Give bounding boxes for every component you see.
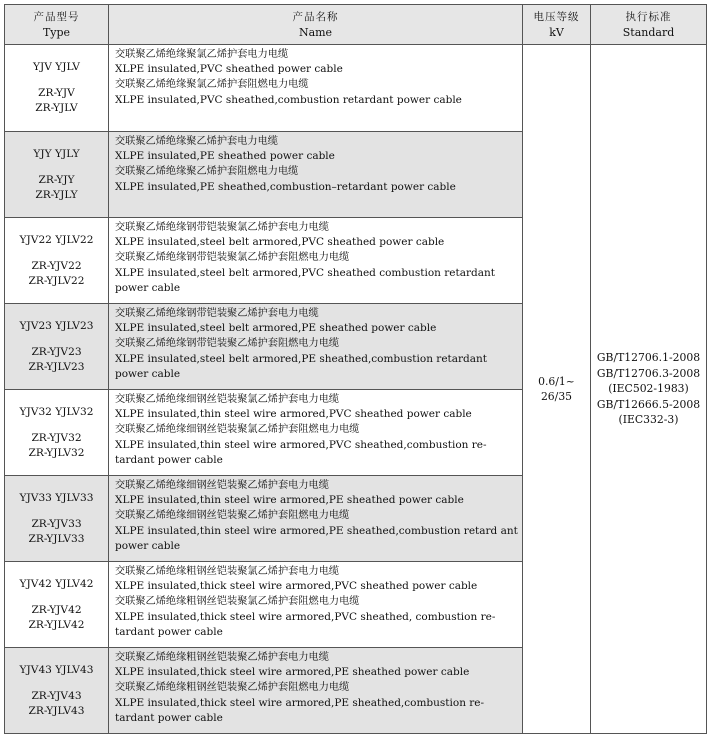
zr-name-cn: 交联聚乙烯绝缘钢带铠装聚乙烯护套阻燃电力电缆 <box>115 338 340 350</box>
header-type-en: Type <box>42 25 71 39</box>
zr-name-en: XLPE insulated,thick steel wire armored,PE sheathed,combustion re-tardant power cable <box>115 696 485 724</box>
standard-line: (IEC332-3) <box>618 413 679 427</box>
type-cell <box>5 562 109 648</box>
type-cell <box>5 648 109 734</box>
zr-name-en: XLPE insulated,PVC sheathed,combustion retardant power cable <box>115 93 462 106</box>
type-zr-code: ZR-YJLV32 <box>28 446 85 459</box>
zr-name-cn: 交联聚乙烯绝缘细钢丝铠装聚氯乙烯护套阻燃电力电缆 <box>115 424 360 436</box>
header-voltage-cn: 电压等级 <box>533 10 580 23</box>
standard-line: (IEC502-1983) <box>608 382 689 396</box>
type-zr-code: ZR-YJLV33 <box>28 532 85 545</box>
header-type-cn: 产品型号 <box>33 10 80 23</box>
type-code: YJV43 YJLV43 <box>19 663 94 676</box>
table-header-row <box>5 5 707 45</box>
name-cell <box>109 45 523 132</box>
type-cell <box>5 476 109 562</box>
voltage-cell <box>523 45 591 734</box>
name-cn: 交联聚乙烯绝缘粗钢丝铠装聚氯乙烯护套电力电缆 <box>115 566 340 577</box>
header-voltage <box>523 5 591 45</box>
name-cell <box>109 304 523 390</box>
type-code: YJV32 YJLV32 <box>19 405 94 418</box>
type-zr-code: ZR-YJV32 <box>31 431 82 444</box>
standard-line: GB/T12706.3-2008 <box>596 366 701 380</box>
zr-name-en: XLPE insulated,thin steel wire armored,PVC sheathed,combustion re-tardant power cable <box>115 438 487 466</box>
type-code: YJV YJLV <box>33 61 80 73</box>
zr-name-en: XLPE insulated,steel belt armored,PE sheathed,combustion retardant power cable <box>115 352 488 380</box>
name-cn: 交联聚乙烯绝缘钢带铠装聚乙烯护套电力电缆 <box>115 308 319 319</box>
name-en: XLPE insulated,thick steel wire armored,PE sheathed power cable <box>115 666 470 679</box>
type-cell <box>5 132 109 218</box>
type-code: YJY YJLY <box>33 147 80 160</box>
name-en: XLPE insulated,PVC sheathed power cable <box>115 63 343 76</box>
zr-name-en: XLPE insulated,PE sheathed,combustion–retardant power cable <box>115 180 456 193</box>
type-zr-code: ZR-YJV42 <box>31 603 82 616</box>
name-cn: 交联聚乙烯绝缘粗钢丝铠装聚乙烯护套电力电缆 <box>115 652 329 663</box>
type-code: YJV33 YJLV33 <box>19 491 94 504</box>
zr-name-cn: 交联聚乙烯绝缘细钢丝铠装聚乙烯护套阻燃电力电缆 <box>115 510 350 522</box>
header-name <box>109 5 523 45</box>
header-type <box>5 5 109 45</box>
type-cell <box>5 45 109 132</box>
voltage-line: 26/35 <box>540 390 573 403</box>
zr-name-en: XLPE insulated,steel belt armored,PVC sheathed combustion retardant power cable <box>115 266 495 294</box>
table-row <box>5 45 707 132</box>
zr-name-cn: 交联聚乙烯绝缘粗钢丝铠装聚乙烯护套阻燃电力电缆 <box>115 682 350 694</box>
standard-cell <box>591 45 707 734</box>
standard-line: GB/T12666.5-2008 <box>596 397 701 411</box>
name-cell <box>109 562 523 648</box>
name-en: XLPE insulated,thin steel wire armored,PE sheathed power cable <box>115 494 464 507</box>
zr-name-cn: 交联聚乙烯绝缘聚乙烯护套阻燃电力电缆 <box>115 166 299 178</box>
name-cell <box>109 476 523 562</box>
type-zr-code: ZR-YJV <box>38 87 75 99</box>
header-name-en: Name <box>298 25 333 39</box>
type-zr-code: ZR-YJLV43 <box>28 704 85 717</box>
voltage-line: 0.6/1~ <box>538 374 575 388</box>
zr-name-en: XLPE insulated,thin steel wire armored,PE sheathed,combustion retard ant power cable <box>115 524 518 552</box>
name-en: XLPE insulated,thin steel wire armored,PVC sheathed power cable <box>115 408 472 421</box>
type-code: YJV22 YJLV22 <box>19 233 94 246</box>
name-cell <box>109 132 523 218</box>
type-zr-code: ZR-YJV23 <box>31 345 82 358</box>
name-en: XLPE insulated,PE sheathed power cable <box>115 150 335 163</box>
type-code: YJV42 YJLV42 <box>19 577 94 590</box>
name-cell <box>109 218 523 304</box>
type-zr-code: ZR-YJLV <box>35 102 78 114</box>
name-cn: 交联聚乙烯绝缘细钢丝铠装聚氯乙烯护套电力电缆 <box>115 394 340 405</box>
header-standard-en: Standard <box>622 25 675 39</box>
name-cn: 交联聚乙烯绝缘聚乙烯护套电力电缆 <box>115 136 278 147</box>
name-cn: 交联聚乙烯绝缘钢带铠装聚氯乙烯护套电力电缆 <box>115 222 329 233</box>
header-standard <box>591 5 707 45</box>
name-en: XLPE insulated,steel belt armored,PVC sheathed power cable <box>115 236 445 249</box>
type-zr-code: ZR-YJV43 <box>31 689 82 702</box>
type-code: YJV23 YJLV23 <box>19 319 94 332</box>
type-zr-code: ZR-YJY <box>38 173 75 186</box>
name-en: XLPE insulated,steel belt armored,PE sheathed power cable <box>115 322 437 335</box>
type-zr-code: ZR-YJLV22 <box>28 274 85 287</box>
type-zr-code: ZR-YJV33 <box>31 517 82 530</box>
type-zr-code: ZR-YJLV42 <box>28 618 85 631</box>
name-en: XLPE insulated,thick steel wire armored,PVC sheathed power cable <box>115 580 478 593</box>
type-cell <box>5 304 109 390</box>
zr-name-cn: 交联聚乙烯绝缘钢带铠装聚氯乙烯护套阻燃电力电缆 <box>115 252 350 264</box>
header-standard-cn: 执行标准 <box>625 10 672 23</box>
name-cn: 交联聚乙烯绝缘细钢丝铠装聚乙烯护套电力电缆 <box>115 480 329 491</box>
zr-name-cn: 交联聚乙烯绝缘粗钢丝铠装聚氯乙烯护套阻燃电力电缆 <box>115 596 360 608</box>
header-voltage-en: kV <box>549 25 564 39</box>
zr-name-en: XLPE insulated,thick steel wire armored,PVC sheathed, combustion re-tardant power cable <box>115 610 496 638</box>
header-name-cn: 产品名称 <box>292 10 339 23</box>
name-cell <box>109 390 523 476</box>
type-cell <box>5 390 109 476</box>
zr-name-cn: 交联聚乙烯绝缘聚氯乙烯护套阻燃电力电缆 <box>115 79 309 91</box>
type-cell <box>5 218 109 304</box>
standard-line: GB/T12706.1-2008 <box>596 351 701 365</box>
type-zr-code: ZR-YJV22 <box>31 259 82 272</box>
cable-spec-table <box>4 4 707 734</box>
name-cell <box>109 648 523 734</box>
type-zr-code: ZR-YJLY <box>35 188 78 201</box>
name-cn: 交联聚乙烯绝缘聚氯乙烯护套电力电缆 <box>115 49 289 60</box>
type-zr-code: ZR-YJLV23 <box>28 360 85 373</box>
